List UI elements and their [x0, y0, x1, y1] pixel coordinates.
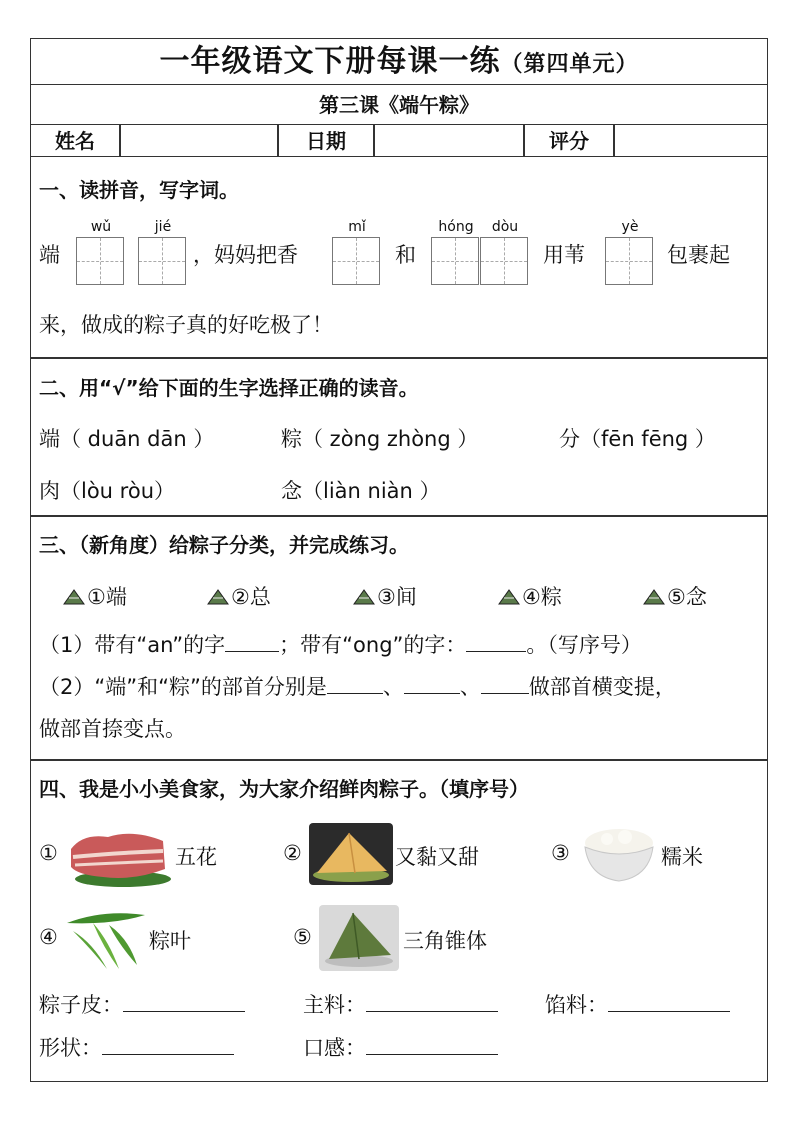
zongzi-icon — [63, 588, 85, 606]
write-box-wu[interactable] — [76, 237, 124, 285]
fill-skin-blank[interactable] — [123, 993, 245, 1012]
fill-taste — [303, 1032, 498, 1062]
item-num-3: ③ — [551, 841, 570, 865]
pinyin-ye: yè — [621, 219, 639, 235]
section2-heading: 二、用“√”给下面的生字选择正确的读音。 — [39, 376, 419, 400]
item-label-2: 又黏又甜 — [395, 845, 479, 869]
s1-text-he: 和 — [395, 243, 416, 267]
zongzi-icon — [353, 588, 375, 606]
score-label: 评分 — [549, 129, 589, 153]
q1-part-c: 。（写序号） — [526, 633, 642, 657]
fill-shape — [39, 1032, 234, 1062]
unit-text: （第四单元） — [500, 52, 639, 77]
divider-2 — [31, 515, 767, 517]
date-label: 日期 — [306, 129, 346, 153]
divider-3 — [31, 759, 767, 761]
zongzi-label: ③间 — [377, 585, 417, 609]
s3-question-2-line2: 做部首捺变点。 — [39, 717, 186, 741]
choice-fen[interactable]: 分（fēn fēng ） — [559, 427, 716, 451]
name-field[interactable] — [121, 125, 277, 157]
s3-question-2 — [39, 671, 676, 701]
title-text: 一年级语文下册每课一练 — [159, 44, 501, 79]
item-label-4: 粽叶 — [149, 929, 191, 953]
pinyin-jie: jié — [154, 219, 172, 235]
zongzi-item-3 — [353, 581, 417, 611]
q1-part-b: ；带有“ong”的字： — [279, 633, 467, 657]
zongzi-label: ⑤念 — [667, 585, 707, 609]
q2-sep-2: 、 — [459, 675, 481, 699]
choice-rou[interactable]: 肉（lòu ròu） — [39, 479, 175, 503]
item-num-2: ② — [283, 841, 302, 865]
write-box-mi[interactable] — [332, 237, 380, 285]
pinyin-hong: hóng — [438, 219, 474, 235]
divider-1 — [31, 357, 767, 359]
fill-filling-blank[interactable] — [608, 993, 730, 1012]
choice-zong[interactable]: 粽（ zòng zhòng ） — [281, 427, 479, 451]
zongzi-item-5 — [643, 581, 707, 611]
choice-duan[interactable]: 端（ duān dān ） — [39, 427, 215, 451]
q2-blank-1[interactable] — [327, 675, 383, 694]
write-box-dou[interactable] — [480, 237, 528, 285]
zongzi-item-2 — [207, 581, 271, 611]
zongzi-label: ④粽 — [522, 585, 562, 609]
item-label-3: 糯米 — [661, 845, 703, 869]
info-row — [31, 125, 767, 157]
lesson-title: 第三课《端午粽》 — [31, 85, 767, 125]
rice-bowl-image — [579, 821, 659, 887]
zongzi-icon — [498, 588, 520, 606]
triangular-zongzi-image — [319, 905, 399, 971]
section1-heading: 一、读拼音，写字词。 — [39, 178, 239, 202]
s1-text-mama: ，妈妈把香 — [193, 243, 298, 267]
q1-blank-ong[interactable] — [466, 633, 526, 652]
write-box-hong[interactable] — [431, 237, 479, 285]
fill-main — [303, 989, 498, 1019]
zongzi-item-4 — [498, 581, 562, 611]
zongzi-label: ②总 — [231, 585, 271, 609]
zongzi-icon — [207, 588, 229, 606]
item-num-4: ④ — [39, 925, 58, 949]
fill-skin-label: 粽子皮： — [39, 993, 123, 1017]
write-box-ye[interactable] — [605, 237, 653, 285]
zongzi-item-1 — [63, 581, 127, 611]
fill-taste-label: 口感： — [303, 1036, 366, 1060]
q2-part-a: （2）“端”和“粽”的部首分别是 — [39, 675, 327, 699]
q1-blank-an[interactable] — [225, 633, 279, 652]
zongzi-icon — [643, 588, 665, 606]
zongzi-image — [309, 823, 393, 885]
fill-shape-blank[interactable] — [102, 1036, 234, 1055]
fill-taste-blank[interactable] — [366, 1036, 498, 1055]
zongzi-label: ①端 — [87, 585, 127, 609]
fill-skin — [39, 989, 245, 1019]
item-num-1: ① — [39, 841, 58, 865]
s3-question-1 — [39, 629, 642, 659]
write-box-jie[interactable] — [138, 237, 186, 285]
q2-blank-3[interactable] — [481, 675, 529, 694]
pinyin-dou: dòu — [491, 219, 519, 235]
s1-text-yongwei: 用苇 — [543, 243, 585, 267]
q2-part-b: 做部首横变提， — [528, 675, 676, 699]
bamboo-leaves-image — [63, 903, 149, 973]
pinyin-mi: mǐ — [348, 219, 366, 235]
pork-belly-image — [63, 819, 173, 889]
fill-filling — [545, 989, 730, 1019]
date-field[interactable] — [375, 125, 523, 157]
s1-text-duan: 端 — [39, 243, 60, 267]
q1-part-a: （1）带有“an”的字 — [39, 633, 226, 657]
fill-shape-label: 形状： — [39, 1036, 102, 1060]
score-field[interactable] — [615, 125, 767, 157]
s1-text-line2: 来，做成的粽子真的好吃极了！ — [39, 313, 333, 337]
pinyin-wu: wǔ — [90, 219, 112, 235]
fill-main-label: 主料： — [303, 993, 366, 1017]
item-num-5: ⑤ — [293, 925, 312, 949]
fill-main-blank[interactable] — [366, 993, 498, 1012]
section4-heading: 四、我是小小美食家，为大家介绍鲜肉粽子。（填序号） — [39, 777, 529, 801]
section3-heading: 三、（新角度）给粽子分类，并完成练习。 — [39, 533, 409, 557]
name-label: 姓名 — [55, 129, 95, 153]
q2-blank-2[interactable] — [404, 675, 460, 694]
worksheet — [30, 38, 768, 1082]
s1-text-baoguoqi: 包裹起 — [667, 243, 730, 267]
item-label-5: 三角锥体 — [403, 929, 487, 953]
fill-filling-label: 馅料： — [545, 993, 608, 1017]
item-label-1: 五花 — [175, 845, 217, 869]
worksheet-title — [31, 39, 767, 85]
q2-sep-1: 、 — [382, 675, 404, 699]
choice-nian[interactable]: 念（liàn niàn ） — [281, 479, 441, 503]
